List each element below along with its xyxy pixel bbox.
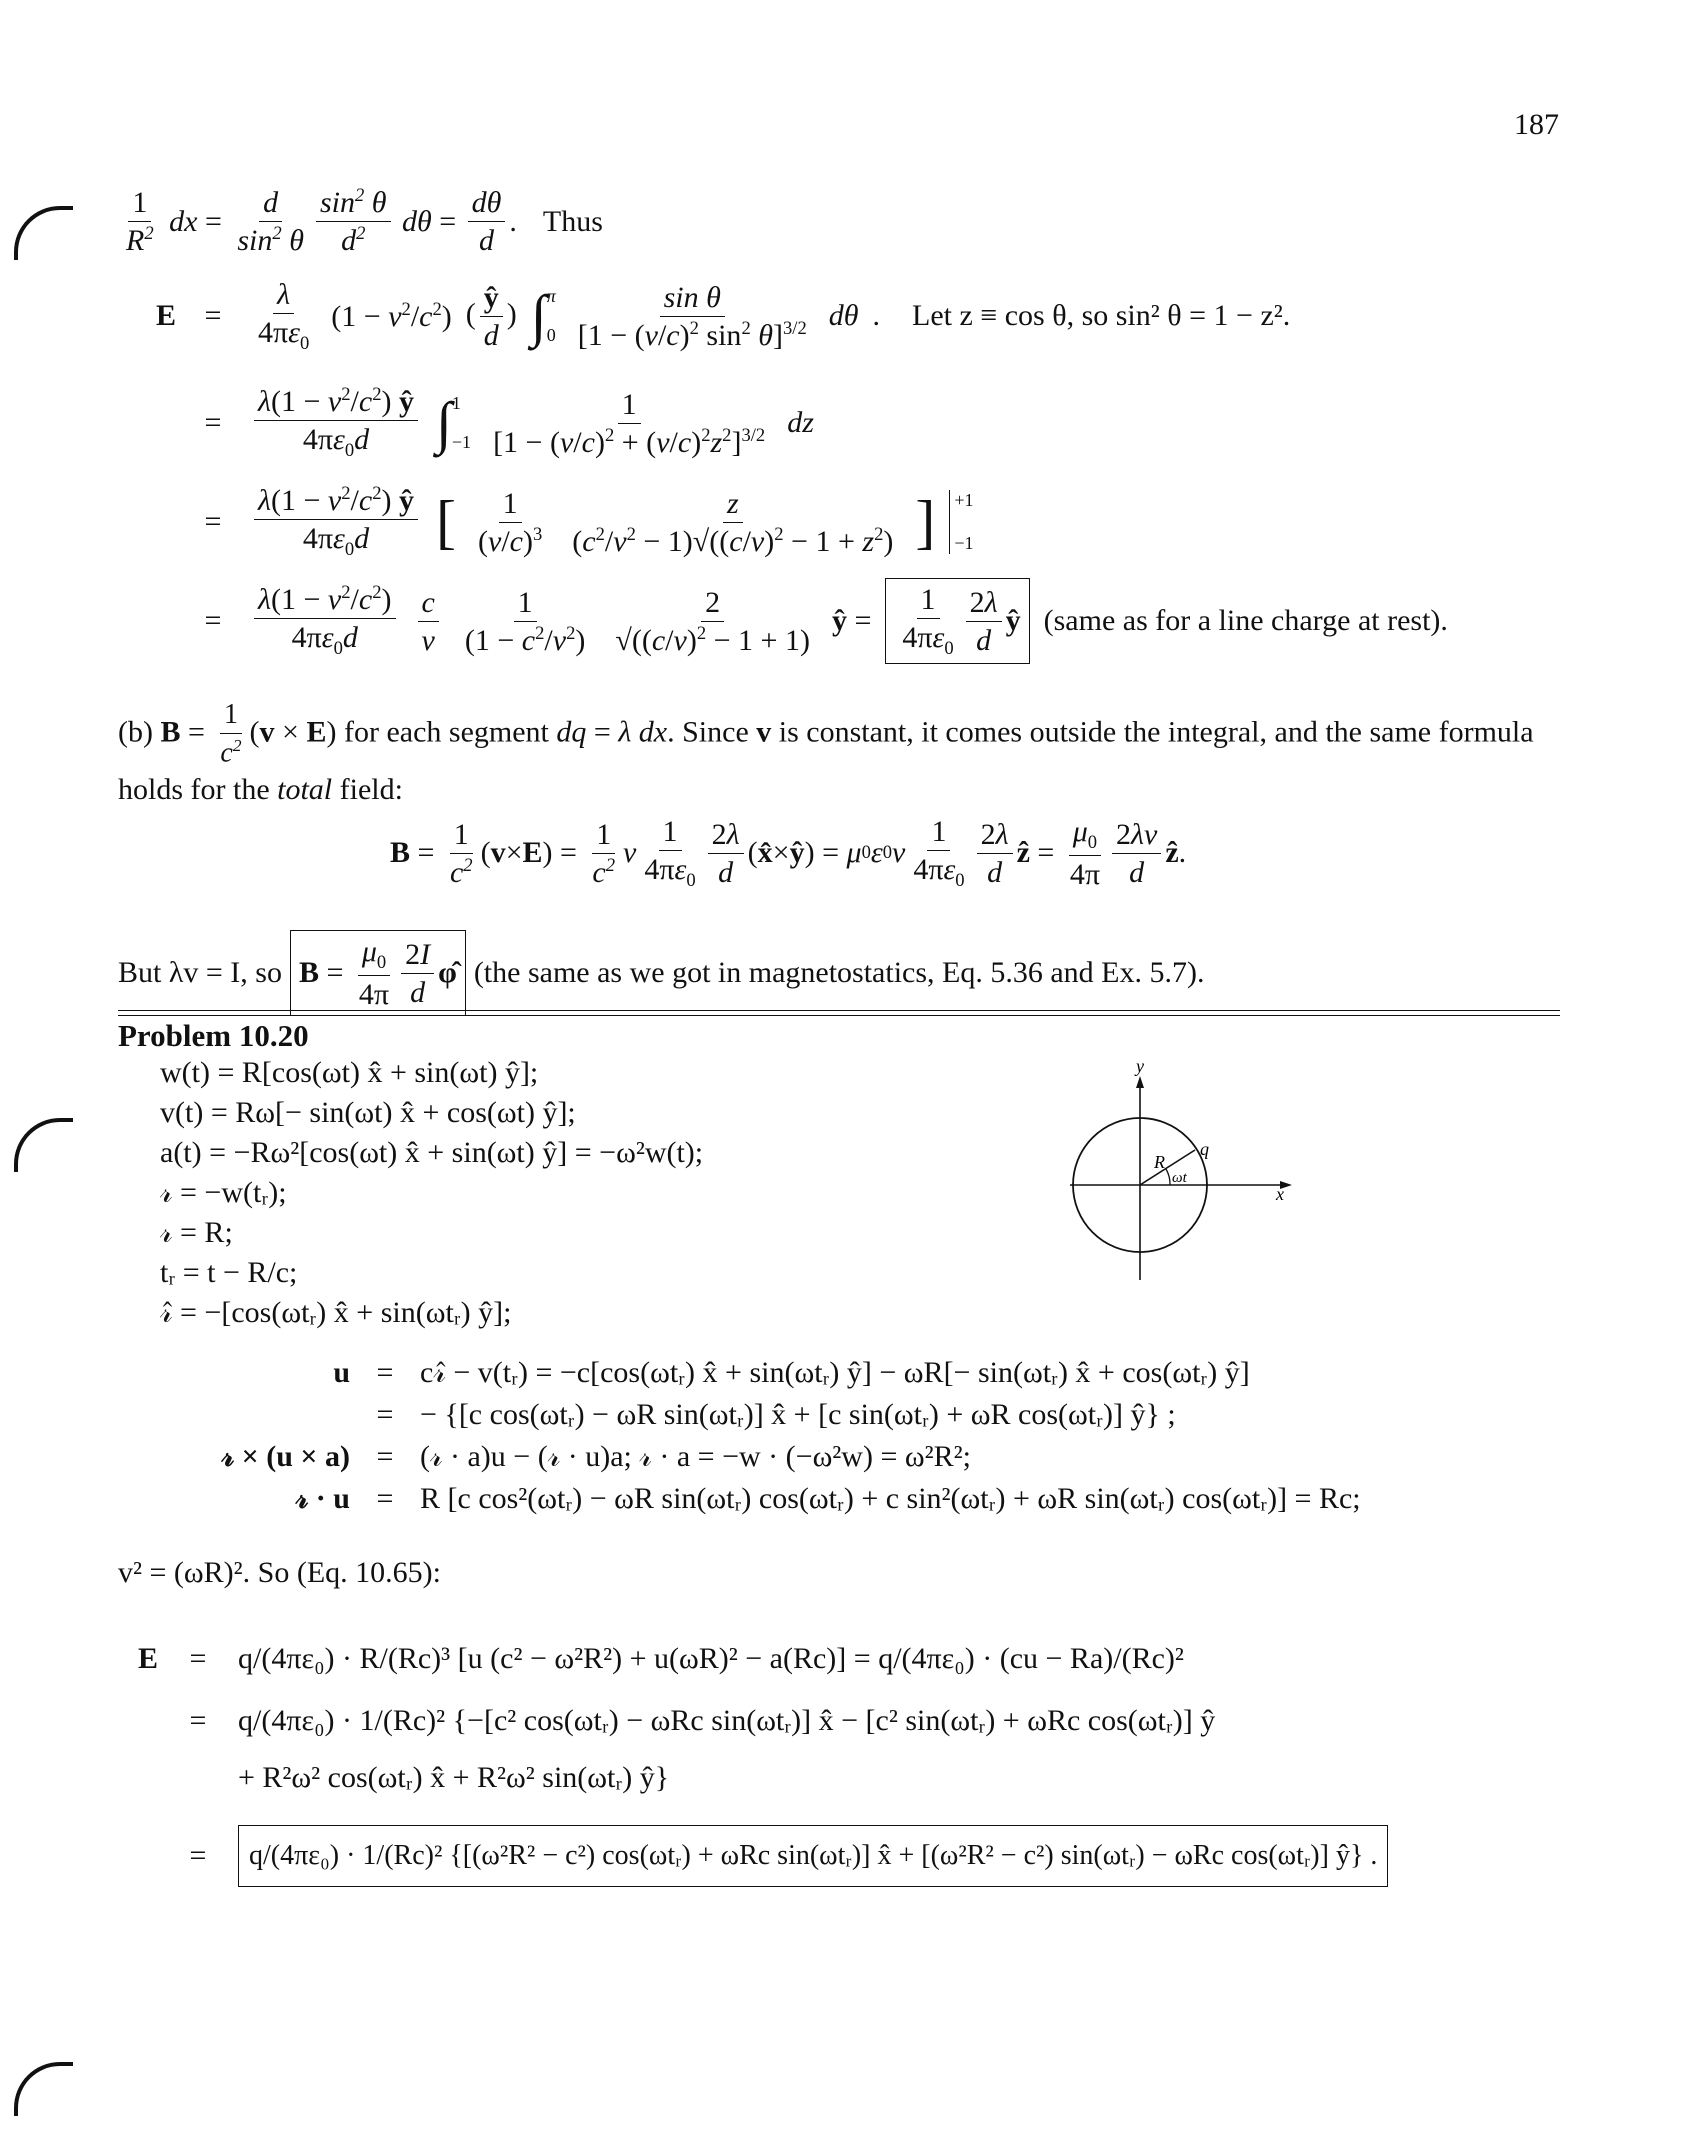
- boxed-result-B: B = $\frac{\mu_0}{4\pi}$ $\frac{2I}{d}$ φ̂: [290, 930, 466, 1016]
- u-row: 𝓇 × (u × a) = (𝓇 · a)u − (𝓇 · u)a; 𝓇 · a = −w · (−ω²w) = ω²R²;: [221, 1440, 971, 1473]
- but-text: But λv = I, so: [118, 956, 282, 990]
- corner-bracket-decoration: [14, 206, 73, 260]
- divider-rule: [118, 1010, 1560, 1011]
- E-rows: [118, 1628, 1388, 1894]
- u-row: 𝓇 · u = R [c cos²(ωtᵣ) − ωR sin(ωtᵣ) cos(ωtᵣ) + c sin²(ωtᵣ) + ωR sin(ωtᵣ) cos(ωtᵣ)] = Rc;: [295, 1482, 1361, 1515]
- problem-line: 𝓇 = R;: [160, 1216, 233, 1249]
- corner-bracket-decoration: [14, 2062, 73, 2116]
- problem-line: v(t) = Rω[− sin(ωt) x̂ + cos(ωt) ŷ];: [160, 1096, 576, 1129]
- eq1-note: Let z ≡ cos θ, so sin² θ = 1 − z².: [912, 299, 1291, 333]
- problem-line: 𝓇 = −w(tᵣ);: [160, 1176, 287, 1209]
- divider-rule: [118, 1015, 1560, 1016]
- figure-y-label: y: [1136, 1060, 1144, 1076]
- problem-line: a(t) = −Rω²[cos(ωt) x̂ + sin(ωt) ŷ] = −ω²w(t);: [160, 1136, 704, 1169]
- u-row: = − {[c cos(ωtᵣ) − ωR sin(ωtᵣ)] x̂ + [c sin(ωtᵣ) + ωR cos(ωtᵣ)] ŷ} ;: [376, 1398, 1176, 1431]
- corner-bracket-decoration: [14, 1118, 73, 1172]
- figure-R-label: R: [1154, 1152, 1165, 1172]
- after-text: (the same as we got in magnetostatics, Eq. 5.36 and Ex. 5.7).: [473, 956, 1205, 990]
- equation-E-line-3: = $\frac{\lambda(1 - v^2/c^2) ŷ}{4\pi\varepsilon_0d}$ [ $\frac{1}{(v/c)^3}$ $\frac{z}{(c^2/v^2 - 1)√((c/v)^2 - 1 + z^2)}$ ] +1 −1: [204, 483, 974, 560]
- equation-E-line-1: E = $\frac{\lambda}{4\pi\varepsilon_0}$ $(1 - v^2/c^2)$ ( $\frac{ŷ}{d}$ ) ∫ π 0 $\frac{\text{sin θ}}{[1 - (v/c)^2 \sin^2 \theta]^{3/2}}$ dθ . Let z ≡ cos θ, so sin² θ = 1 − z².: [118, 278, 1290, 354]
- E-row: + R²ω² cos(ωtᵣ) x̂ + R²ω² sin(ωtᵣ) ŷ}: [238, 1761, 670, 1794]
- figure-q-label: q: [1200, 1139, 1209, 1159]
- page-number: 187: [1514, 108, 1559, 141]
- E-row: = q/(4πε₀) · 1/(Rc)² {−[c² cos(ωtᵣ) − ωRc sin(ωtᵣ)] x̂ − [c² sin(ωtᵣ) + ωRc cos(ωtᵣ)] ŷ: [189, 1704, 1216, 1737]
- eq4-note: (same as for a line charge at rest).: [1043, 604, 1448, 638]
- intro-word: Thus: [542, 204, 603, 238]
- E-label: E: [155, 299, 176, 333]
- equation-E-line-2: = $\frac{\lambda(1 - v^2/c^2) ŷ}{4\pi\varepsilon_0d}$ ∫ 1 −1 $\frac{1}{[1 - (v/c)^2 + (v/c)^2z^2]^{3/2}}$ dz: [204, 384, 814, 461]
- boxed-result-E: $\frac{1}{4\pi\varepsilon_0}$ $\frac{2\lambda}{d}$ ŷ: [885, 578, 1029, 664]
- problem-title: Problem 10.20: [118, 1018, 309, 1053]
- equation-B: B = $\frac{1}{c^2}$ ( v × E ) = $\frac{1}{c^2}$ v $\frac{1}{4\pi\varepsilon_0}$ $\frac{2\lambda}{d}$ ( x̂ × ŷ ) = μ 0 ε 0 v $\frac{1}{4\pi\varepsilon_0}$ $\frac{2\lambda}{d}$ ẑ = $\frac{\mu_0}{4\pi}$ $\frac{2\lambda v}{d}$ ẑ .: [390, 815, 1187, 892]
- intro-equation: $\frac{1}{R^2}$ dx = $\frac{d}{\sin^2 \theta}$ $\frac{\sin^2 \theta}{d^2}$ dθ = $\frac{d\theta}{d}$ . Thus: [126, 185, 603, 257]
- E-row: = q/(4πε₀) · 1/(Rc)² {[(ω²R² − c²) cos(ωtᵣ) + ωRc sin(ωtᵣ)] x̂ + [(ω²R² − c²) sin(ωtᵣ) − ωRc cos(ωtᵣ)] ŷ} .: [118, 1818, 1388, 1894]
- circle-figure: [1040, 1060, 1300, 1290]
- part-b-text: (b) B = $\frac{1}{c^2}$ (v × E) for each segment dq = λ dx. Since v is constant, it comes outside the integral, and the same formula holds for the total field:: [118, 699, 1534, 806]
- figure-x-label: x: [1276, 1184, 1284, 1204]
- problem-line: tᵣ = t − R/c;: [160, 1256, 298, 1289]
- but-line: [118, 930, 1204, 1016]
- v2-text: v² = (ωR)². So (Eq. 10.65):: [118, 1556, 441, 1589]
- problem-line: w(t) = R[cos(ωt) x̂ + sin(ωt) ŷ];: [160, 1056, 539, 1089]
- E-row: E = q/(4πε₀) · R/(Rc)³ [u (c² − ω²R²) + u(ωR)² − a(Rc)] = q/(4πε₀) · (cu − Ra)/(Rc)²: [137, 1642, 1184, 1675]
- problem-line: 𝓇̂ = −[cos(ωtᵣ) x̂ + sin(ωtᵣ) ŷ];: [160, 1296, 512, 1329]
- equation-E-line-4: = $\frac{\lambda(1 - v^2/c^2)}{4\pi\varepsilon_0d}$ $\frac{c}{v}$ $\frac{1}{(1 - c^2/v^2)}$ $\frac{2}{√((c/v)^2 - 1 + 1)}$ ŷ = $\frac{1}{4\pi\varepsilon_0}$ $\frac{2\lambda}{d}$ ŷ (same as for a line charge at rest).: [118, 578, 1448, 664]
- boxed-result-final-E: q/(4πε₀) · 1/(Rc)² {[(ω²R² − c²) cos(ωtᵣ) + ωRc sin(ωtᵣ)] x̂ + [(ω²R² − c²) sin(ωtᵣ) − ωRc cos(ωtᵣ)] ŷ} .: [238, 1825, 1388, 1887]
- u-rows: [140, 1352, 1361, 1520]
- u-row: u = c𝓇̂ − v(tᵣ) = −c[cos(ωtᵣ) x̂ + sin(ωtᵣ) ŷ] − ωR[− sin(ωtᵣ) x̂ + cos(ωtᵣ) ŷ]: [333, 1356, 1250, 1389]
- figure-angle-label: ωt: [1172, 1170, 1187, 1186]
